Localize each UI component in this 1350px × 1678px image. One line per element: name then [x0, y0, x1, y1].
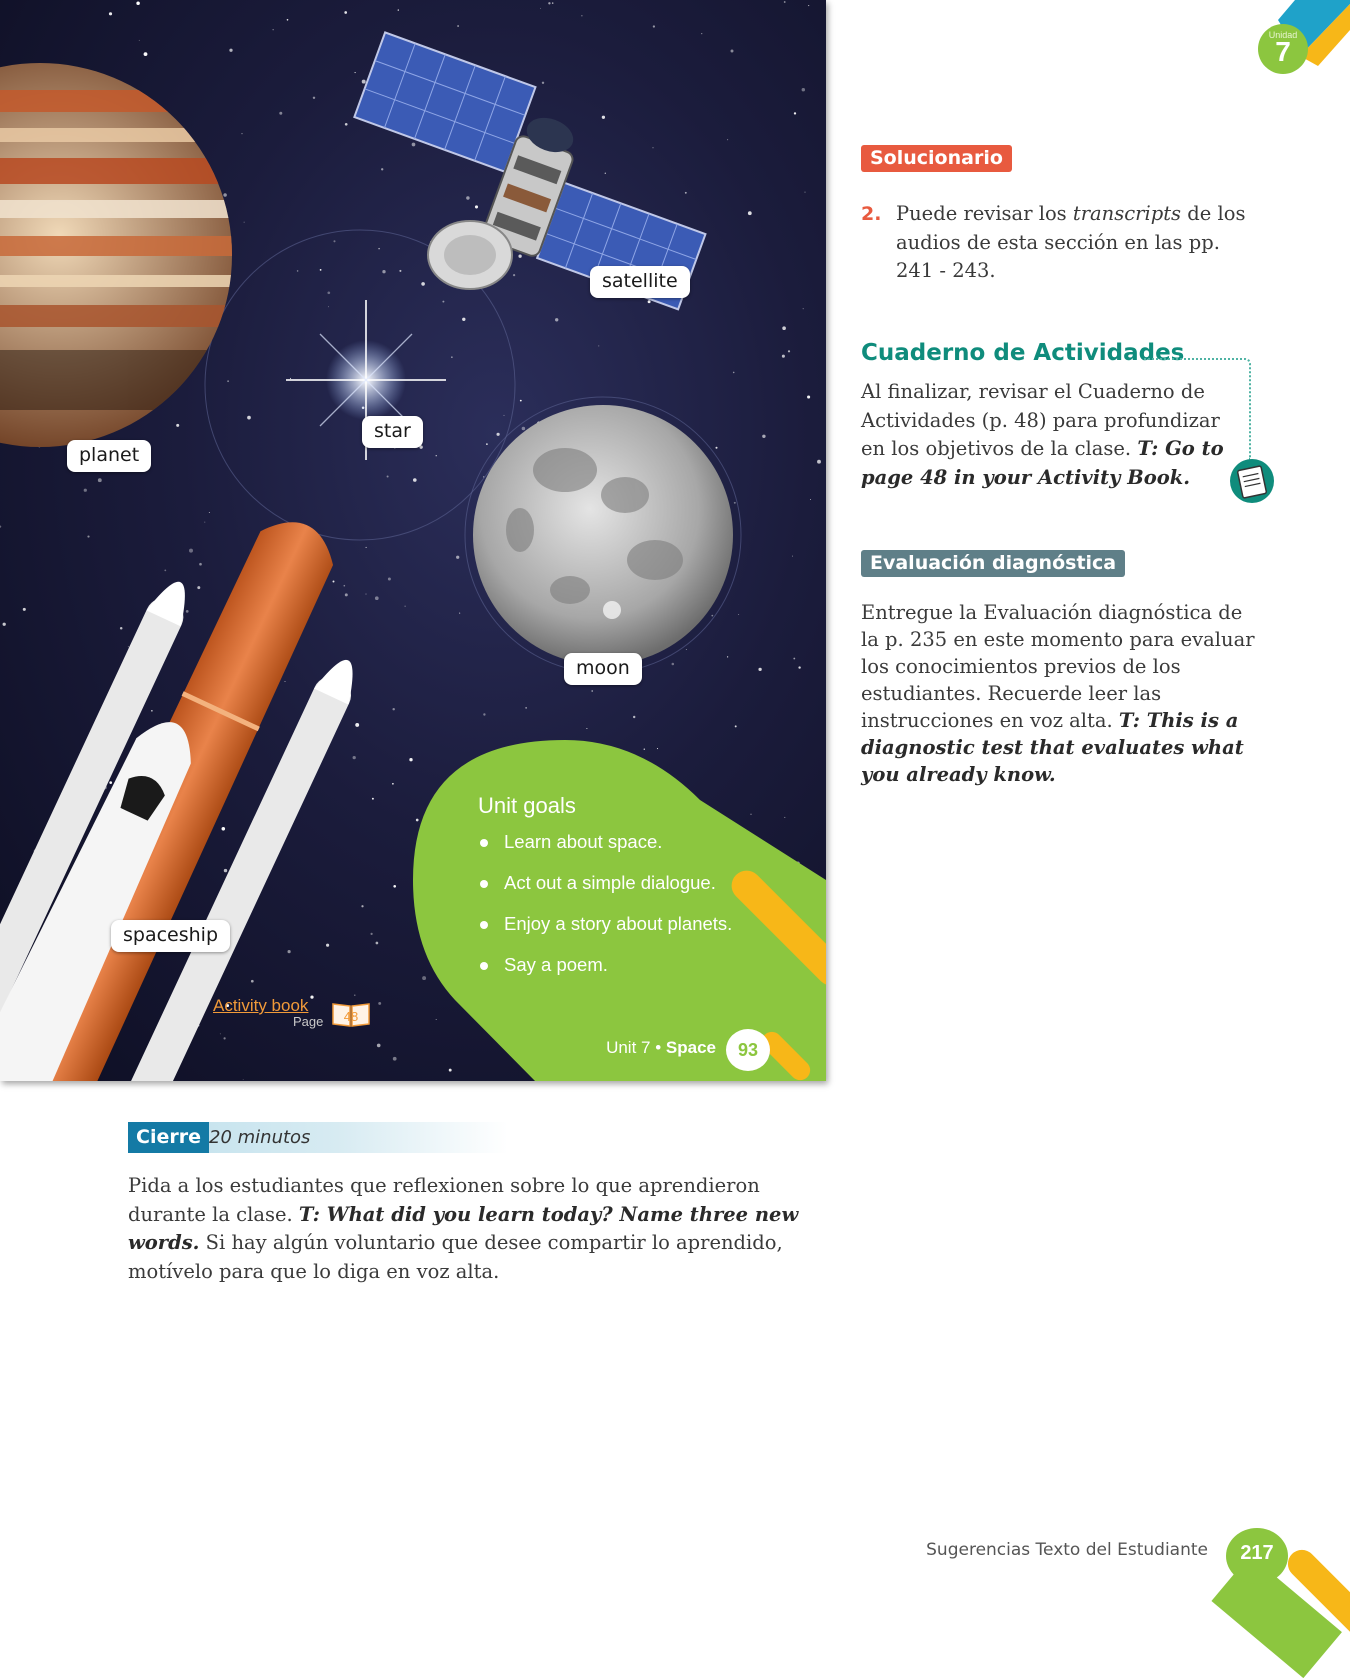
star-dot [416, 819, 419, 822]
star-dot [784, 1, 786, 3]
student-book-page [0, 0, 826, 1081]
star-dot [738, 614, 739, 615]
moon-image [473, 405, 733, 665]
star-dot [382, 270, 385, 273]
footer-title: Sugerencias Texto del Estudiante [926, 1540, 1208, 1560]
star-dot [807, 395, 810, 398]
star-dot [375, 596, 379, 600]
star-dot [186, 610, 189, 613]
star-dot [388, 578, 391, 581]
star-dot [355, 723, 359, 727]
star-dot [731, 50, 734, 53]
star-dot [189, 549, 193, 553]
star-dot [525, 707, 526, 708]
jupiter-image [0, 63, 240, 447]
activity-book-page-number: 48 [343, 1009, 359, 1024]
star-dot [436, 455, 437, 456]
star-dot [279, 112, 282, 115]
star-dot [209, 512, 210, 513]
star-dot [653, 25, 655, 27]
item-number: 2. [861, 203, 882, 225]
star-dot [223, 193, 227, 197]
star-dot [362, 80, 366, 84]
star-dot [413, 478, 417, 482]
star-dot [353, 756, 356, 759]
star-dot [120, 627, 123, 630]
star-dot [648, 300, 651, 303]
cuaderno-body [861, 378, 1241, 492]
unit-topic: Space [665, 1038, 716, 1057]
star-dot [436, 1019, 437, 1020]
cierre-tag: Cierre [128, 1122, 209, 1153]
unit-goal-item [478, 954, 808, 995]
star-dot [727, 656, 728, 657]
star-dot [518, 255, 521, 258]
star-dot [139, 40, 140, 41]
star-dot [387, 475, 389, 477]
star-dot [810, 499, 811, 500]
star-dot [326, 944, 329, 947]
star-dot [297, 270, 299, 272]
separator: • [655, 1038, 662, 1057]
star-dot [782, 355, 785, 358]
star-dot [793, 658, 795, 660]
star-dot [788, 350, 790, 352]
unit-goal-text: Enjoy a story about planets. [504, 913, 733, 934]
star-dot [456, 556, 459, 559]
star-dot [672, 663, 675, 666]
star-dot [247, 416, 251, 420]
solucionario-text [896, 200, 1251, 286]
unit-badge-number: 7 [1275, 36, 1291, 67]
star-dot [227, 380, 229, 382]
star-dot [555, 318, 558, 321]
star-dot [602, 116, 605, 119]
star-dot [241, 133, 242, 134]
teacher-prompt: T: Go to page 48 in your Activity Book. [861, 437, 1224, 489]
star-dot [354, 995, 355, 996]
star-dot [392, 708, 394, 710]
star-dot [711, 615, 713, 617]
star-dot [393, 885, 396, 888]
star-dot [224, 869, 227, 872]
star-dot [344, 585, 346, 587]
star-dot [762, 435, 765, 438]
star-dot [84, 489, 87, 492]
star-dot [459, 613, 460, 614]
star-dot [804, 192, 805, 193]
star-dot [586, 728, 587, 729]
bullet-icon [480, 962, 488, 970]
star-dot [399, 270, 401, 272]
star-dot [287, 19, 289, 21]
star-dot [144, 52, 148, 56]
vocab-label-moon: moon [564, 653, 642, 685]
bullet-icon [480, 839, 488, 847]
text-part: Puede revisar los [896, 202, 1073, 225]
bullet-icon [480, 880, 488, 888]
star-dot [421, 282, 425, 286]
star-dot [803, 308, 804, 309]
cuaderno-title: Cuaderno de Actividades [861, 340, 1185, 366]
star-dot [0, 525, 1, 527]
star-dot [798, 666, 800, 668]
star-dot [3, 623, 6, 626]
activity-book-title: Activity book [213, 996, 309, 1015]
cierre-body [128, 1172, 828, 1286]
open-book-icon [331, 1000, 371, 1028]
star-dot [475, 205, 478, 208]
star-dot [398, 9, 399, 10]
star-dot [197, 586, 200, 589]
star-dot [320, 269, 322, 271]
star-dot [98, 478, 102, 482]
star-dot [378, 248, 380, 250]
bullet-icon [480, 921, 488, 929]
star-dot [376, 942, 379, 945]
star-dot [540, 8, 541, 9]
star-dot [199, 563, 202, 566]
cuaderno-text: Al finalizar, revisar el Cuaderno de Actividades (p. 48) para profundizar en los objetivos de la clase. [861, 380, 1220, 460]
star-dot [290, 378, 291, 379]
star-dot [496, 433, 499, 436]
star-dot [727, 139, 728, 140]
evaluacion-text: Entregue la Evaluación diagnóstica de la p. 235 en este momento para evaluar los conocimientos previos de los estudiantes. Recuerde leer las instrucciones en voz alta. [861, 601, 1255, 732]
star-dot [748, 211, 752, 215]
star-dot [284, 681, 285, 682]
unit-goal-item [478, 831, 808, 872]
star-dot [598, 345, 599, 346]
star-dot [251, 980, 254, 983]
star-dot [229, 49, 232, 52]
star-dot [686, 649, 687, 650]
star-dot [151, 710, 153, 712]
star-dot [273, 29, 274, 30]
cierre-text: Si hay algún voluntario que desee compartir lo aprendido, motívelo para que lo diga en voz alta. [128, 1231, 783, 1283]
star-dot [451, 356, 452, 357]
text-part: de los audios de esta sección en las pp. 241 - 243. [896, 202, 1246, 282]
teacher-prompt: T: What did you learn today? Name three new words. [128, 1202, 799, 1254]
star-dot [412, 143, 416, 147]
text-italic: transcripts [1072, 202, 1182, 225]
vocab-label-star: star [362, 416, 423, 448]
star-dot [734, 502, 736, 504]
star-dot [817, 460, 821, 464]
star-dot [792, 556, 793, 557]
unit-badge-circle [1258, 24, 1308, 74]
star-dot [327, 291, 330, 294]
cierre-header [128, 1122, 508, 1153]
star-dot [652, 147, 653, 148]
star-dot [377, 1044, 381, 1048]
star-dot [128, 646, 129, 647]
solucionario-tag: Solucionario [861, 145, 1012, 172]
star-dot [782, 326, 786, 330]
star-dot [657, 748, 658, 749]
activity-book-reference [213, 996, 359, 1029]
student-page-number: 93 [726, 1029, 770, 1071]
star-dot [457, 25, 459, 27]
star-dot [409, 758, 412, 761]
star-dot [23, 608, 26, 611]
teacher-prompt: T: This is a diagnostic test that evaluates what you already know. [861, 709, 1244, 786]
star-dot [466, 196, 469, 199]
unit-goal-text: Learn about space. [504, 831, 663, 852]
star-dot [243, 1079, 244, 1080]
star-dot [378, 1002, 381, 1005]
student-page-footer [566, 1026, 826, 1074]
cierre-time: 20 minutos [209, 1127, 311, 1148]
star-dot [394, 448, 395, 449]
star-dot [345, 123, 348, 126]
unit-badge [1240, 0, 1350, 80]
star-dot [522, 427, 526, 431]
star-dot [405, 606, 406, 607]
page-number: 217 [1226, 1528, 1288, 1584]
evaluacion-tag: Evaluación diagnóstica [861, 550, 1125, 577]
star-dot [381, 168, 383, 170]
star-dot [794, 112, 796, 114]
star-dot [366, 594, 367, 595]
unit-goals-title: Unit goals [478, 793, 576, 818]
star-dot [109, 781, 112, 784]
star-dot [392, 783, 394, 785]
star-dot [220, 1033, 221, 1034]
star-dot [581, 15, 582, 16]
star-dot [109, 12, 112, 15]
star-dot [808, 5, 809, 6]
star-dot [366, 547, 367, 548]
star-dot [758, 668, 761, 671]
unit-label: Unit 7 [606, 1038, 651, 1057]
star-dot [701, 33, 702, 34]
star-dot [644, 748, 645, 749]
star-dot [288, 950, 291, 953]
unit-badge-label: Unidad [1268, 30, 1298, 40]
star-dot [370, 933, 372, 935]
star-dot [333, 581, 335, 583]
star-dot [591, 690, 593, 692]
star-dot [542, 82, 544, 84]
star-dot [802, 88, 805, 91]
star-dot [503, 415, 504, 416]
star-dot [733, 372, 735, 374]
star-dot [605, 173, 606, 174]
star-dot [483, 713, 485, 715]
star-dot [313, 97, 315, 99]
star-dot [462, 318, 465, 321]
evaluacion-body [861, 599, 1256, 788]
star-dot [328, 306, 329, 307]
star-dot [223, 1037, 225, 1039]
star-dot [548, 2, 550, 4]
vocab-label-planet: planet [67, 440, 151, 472]
star-dot [552, 2, 553, 3]
star-dot [372, 798, 374, 800]
star-dot [176, 424, 179, 427]
vocab-label-spaceship: spaceship [111, 920, 230, 952]
star-dot [393, 1057, 397, 1061]
star-dot [486, 443, 488, 445]
student-page-unit [606, 1038, 716, 1058]
vocab-label-satellite: satellite [590, 266, 690, 298]
star-dot [449, 1069, 452, 1072]
star-dot [685, 192, 687, 194]
star-dot [633, 716, 635, 718]
activity-book-page-label: Page [293, 1014, 324, 1029]
star-dot [355, 72, 356, 73]
star-dot [310, 995, 313, 998]
cierre-text: Pida a los estudiantes que reflexionen sobre lo que aprendieron durante la clase. [128, 1174, 760, 1226]
star-dot [333, 240, 335, 242]
unit-goal-text: Say a poem. [504, 954, 608, 975]
star-dot [735, 725, 737, 727]
spaceship-image [0, 479, 410, 1081]
star-dot [422, 976, 426, 980]
star-dot [204, 522, 205, 523]
star-dot [715, 447, 717, 449]
star-dot [164, 570, 166, 572]
star-dot [244, 222, 245, 223]
star-dot [222, 827, 226, 831]
star-dot [345, 593, 348, 596]
star-dot [513, 274, 515, 276]
unit-goal-text: Act out a simple dialogue. [504, 872, 716, 893]
star-dot [361, 905, 363, 907]
notebook-icon [1228, 456, 1276, 506]
star-dot [136, 1, 140, 4]
star-dot [344, 11, 347, 14]
star-dot [87, 536, 89, 538]
star-dot [520, 400, 522, 402]
solucionario-item [861, 200, 1251, 286]
star-dot [442, 301, 444, 303]
